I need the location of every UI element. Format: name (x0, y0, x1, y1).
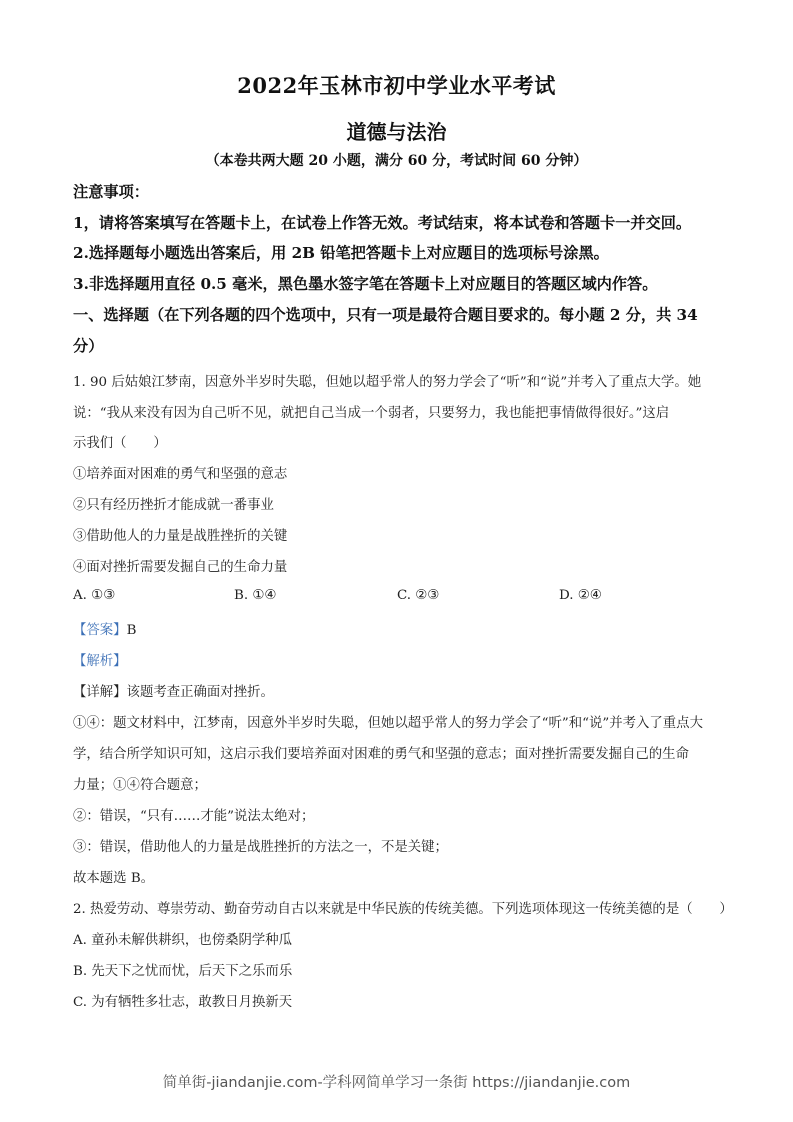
q2-stem: 2. 热爱劳动、尊崇劳动、勤奋劳动自古以来就是中华民族的传统美德。下列选项体现这一传统美德的是（ ） (73, 902, 733, 917)
q1-detail-line-2: ①④：题文材料中，江梦南，因意外半岁时失聪，但她以超乎常人的努力学会了“听”和“说”并考入了重点大 (73, 716, 703, 731)
subject-title: 道德与法治 (346, 120, 447, 144)
q2-option-a: A. 童孙未解供耕织，也傍桑阴学种瓜 (73, 933, 293, 948)
notice-item-3: 3.非选择题用直径 0.5 毫米，黑色墨水签字笔在答题卡上对应题目的答题区域内作答。 (73, 275, 658, 293)
q1-detail-line-6: ③：错误，借助他人的力量是战胜挫折的方法之一，不是关键； (73, 840, 448, 855)
q1-statement-1: ①培养面对困难的勇气和坚强的意志 (73, 467, 288, 482)
exam-title: 2022年玉林市初中学业水平考试 (237, 73, 556, 98)
section-heading-line2: 分） (73, 337, 104, 355)
notice-item-2: 2.选择题每小题选出答案后，用 2B 铅笔把答题卡上对应题目的选项标号涂黑。 (73, 244, 609, 262)
q1-detail-line-3: 学，结合所学知识可知，这启示我们要培养面对困难的勇气和坚强的意志；面对挫折需要发掘自己的生命 (73, 747, 689, 762)
footer-watermark: 简单街-jiandanjie.com-学科网简单学习一条街 https://jiandanjie.com (162, 1075, 631, 1091)
q1-detail-line-4: 力量；①④符合题意； (73, 778, 207, 793)
analysis-label: 【解析】 (73, 654, 127, 669)
answer-label: 【答案】 (73, 623, 127, 638)
q1-detail-line-5: ②：错误，“只有……才能”说法太绝对； (73, 809, 315, 824)
q1-statement-3: ③借助他人的力量是战胜挫折的关键 (73, 529, 288, 544)
notice-heading: 注意事项： (73, 183, 149, 201)
q1-stem-line-1: 1. 90 后姑娘江梦南，因意外半岁时失聪，但她以超乎常人的努力学会了“听”和“说”并考入了重点大学。她 (73, 375, 702, 390)
q1-statement-2: ②只有经历挫折才能成就一番事业 (73, 498, 274, 513)
q2-option-b: B. 先天下之忧而忧，后天下之乐而乐 (73, 964, 293, 979)
q2-option-c: C. 为有牺牲多壮志，敢教日月换新天 (73, 995, 293, 1010)
section-heading-line1: 一、选择题（在下列各题的四个选项中，只有一项是最符合题目要求的。每小题 2 分，共 34 (73, 306, 698, 324)
q1-option-d: D. ②④ (559, 588, 602, 603)
q1-detail-line-1: 【详解】该题考查正确面对挫折。 (73, 685, 274, 700)
q1-statement-4: ④面对挫折需要发掘自己的生命力量 (73, 560, 288, 575)
q1-stem-line-3: 示我们（ ） (73, 436, 167, 451)
notice-item-1: 1，请将答案填写在答题卡上，在试卷上作答无效。考试结束，将本试卷和答题卡一并交回。 (73, 214, 692, 232)
answer-value: B (126, 623, 137, 638)
q1-option-c: C. ②③ (397, 588, 440, 603)
q1-option-b: B. ①④ (234, 588, 277, 603)
q1-stem-line-2: 说：“我从来没有因为自己听不见，就把自己当成一个弱者，只要努力，我也能把事情做得很好。”这启 (73, 406, 670, 421)
q1-answer (73, 619, 136, 638)
exam-info: （本卷共两大题 20 小题，满分 60 分，考试时间 60 分钟） (205, 153, 588, 169)
q1-option-a: A. ①③ (73, 588, 116, 603)
q1-detail-line-7: 故本题选 B。 (73, 871, 155, 886)
